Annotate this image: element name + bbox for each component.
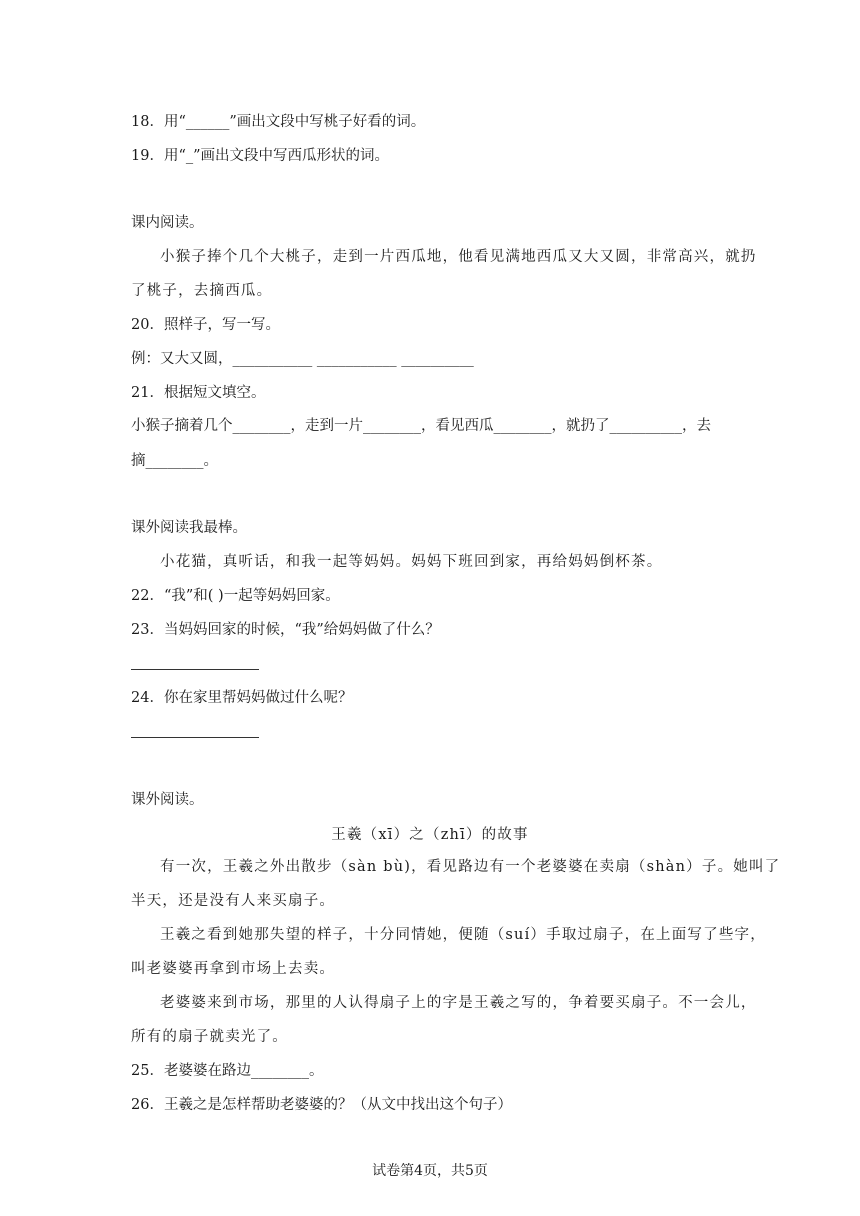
- story-paragraph-3-line-1: 老婆婆来到市场，那里的人认得扇子上的字是王羲之写的，争着要买扇子。不一会儿，: [160, 995, 757, 1011]
- story-paragraph-3-line-2: 所有的扇子就卖光了。: [131, 1029, 288, 1045]
- page-footer: 试卷第4页，共5页: [372, 1163, 488, 1179]
- passage-1-line-1: 小猴子捧个几个大桃子，走到一片西瓜地，他看见满地西瓜又大又圆，非常高兴，就扔: [160, 249, 757, 265]
- question-20: 20．照样子，写一写。: [131, 317, 280, 333]
- question-20-example: 例：又大又圆，___________ ___________ __________: [131, 351, 474, 367]
- section-heading-extra-reading-1: 课外阅读我最棒。: [131, 520, 247, 536]
- story-title: 王羲（xī）之（zhī）的故事: [331, 827, 529, 843]
- story-paragraph-2-line-1: 王羲之看到她那失望的样子，十分同情她，便随（suí）手取过扇子，在上面写了些字，: [160, 927, 766, 943]
- story-paragraph-1-line-1: 有一次，王羲之外出散步（sàn bù)，看见路边有一个老婆婆在卖扇（shàn）子。她叫了: [160, 859, 781, 875]
- section-heading-in-class-reading: 课内阅读。: [131, 215, 204, 231]
- answer-line-24: [131, 737, 259, 738]
- passage-2: 小花猫，真听话，和我一起等妈妈。妈妈下班回到家，再给妈妈倒杯茶。: [160, 554, 663, 570]
- question-18: 18．用“______”画出文段中写桃子好看的词。: [131, 114, 426, 130]
- question-21-line-1: 小猴子摘着几个________，走到一片________，看见西瓜________，就扔了__________，去: [131, 418, 711, 434]
- question-24: 24．你在家里帮妈妈做过什么呢？: [131, 690, 353, 706]
- answer-line-23: [131, 669, 259, 670]
- question-25: 25．老婆婆在路边________。: [131, 1063, 324, 1079]
- passage-1-line-2: 了桃子，去摘西瓜。: [131, 283, 273, 299]
- question-23: 23．当妈妈回家的时候，“我”给妈妈做了什么？: [131, 622, 440, 638]
- question-21-line-2: 摘________。: [131, 453, 218, 469]
- story-paragraph-2-line-2: 叫老婆婆再拿到市场上去卖。: [131, 961, 336, 977]
- question-26: 26．王羲之是怎样帮助老婆婆的？（从文中找出这个句子）: [131, 1097, 512, 1113]
- question-21: 21．根据短文填空。: [131, 385, 266, 401]
- question-19: 19．用“_”画出文段中写西瓜形状的词。: [131, 148, 390, 164]
- section-heading-extra-reading-2: 课外阅读。: [131, 792, 204, 808]
- story-paragraph-1-line-2: 半天，还是没有人来买扇子。: [131, 893, 336, 909]
- question-22: 22．“我”和( )一起等妈妈回家。: [131, 588, 340, 604]
